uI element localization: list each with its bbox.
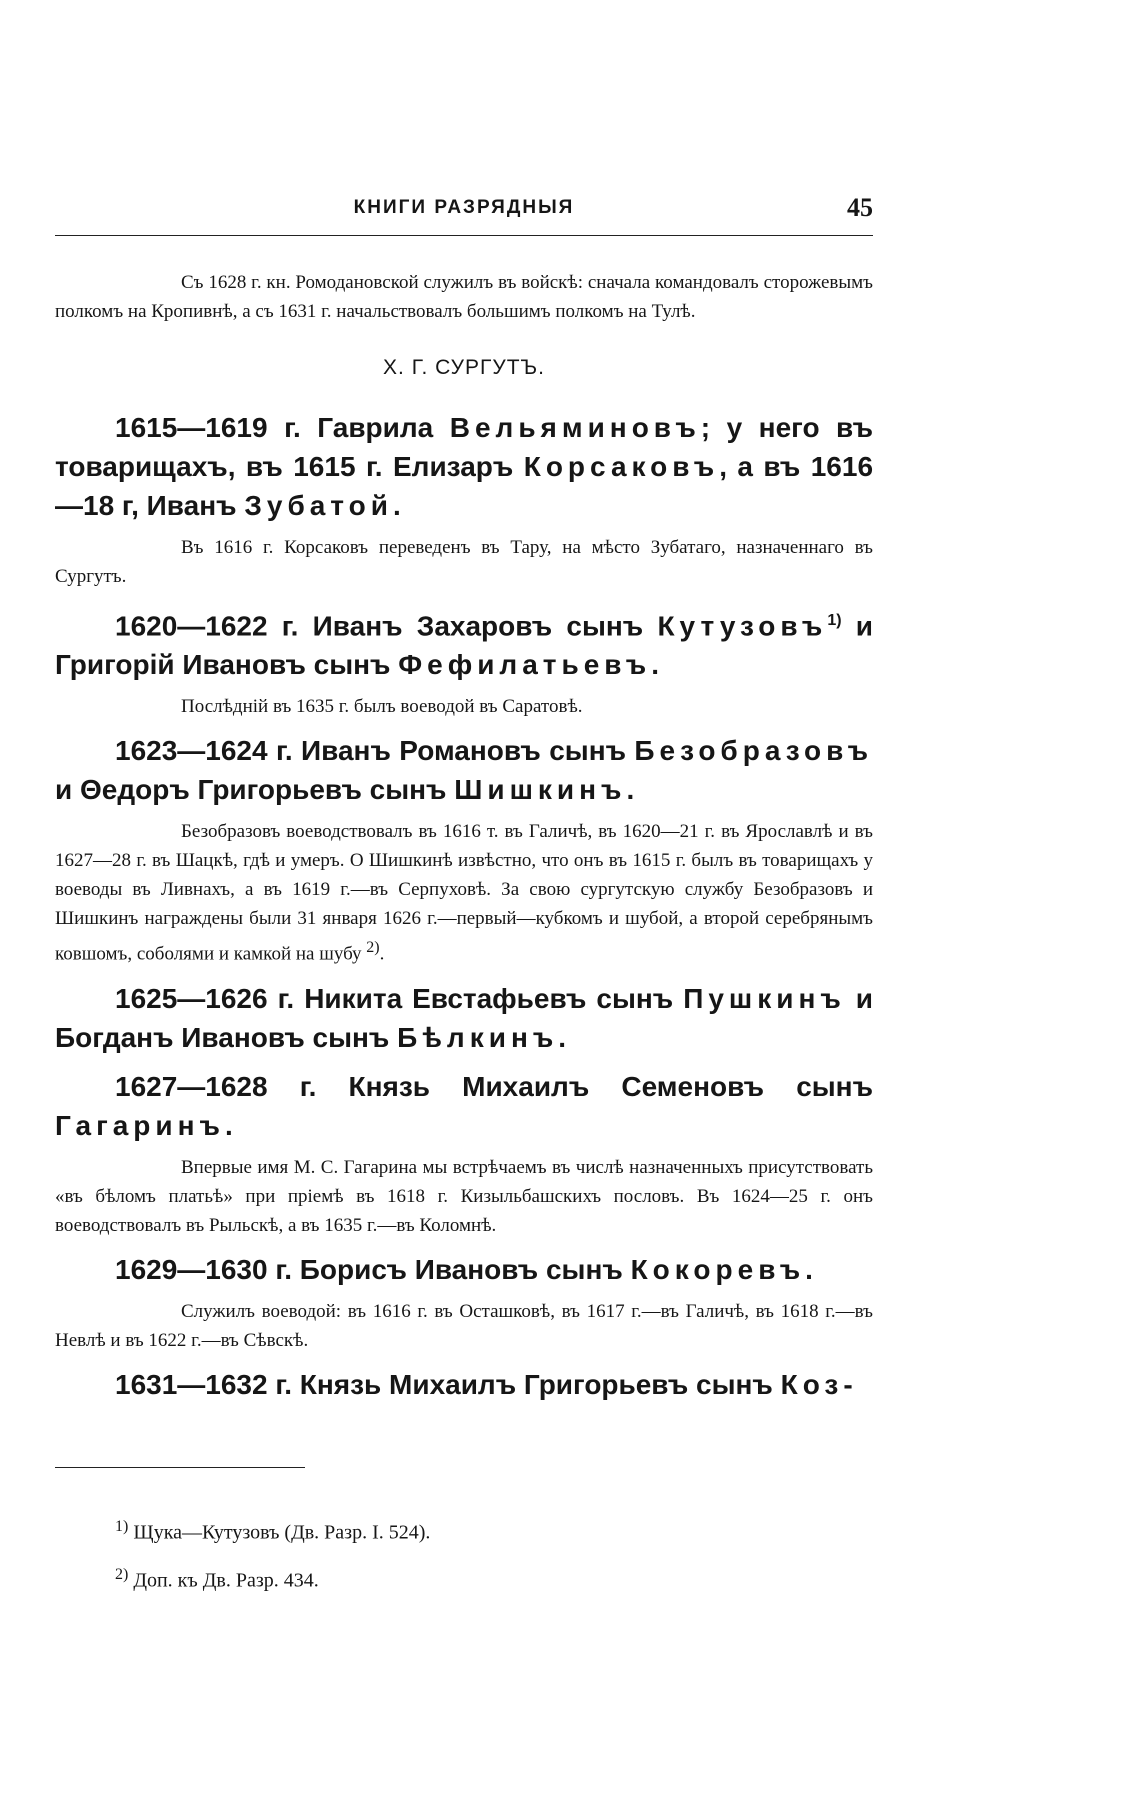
entry-text: 1625—1626 г. Никита Евстафьевъ сынъ — [115, 982, 684, 1014]
entry-text: и Григорій Ивановъ сынъ — [55, 610, 873, 681]
entry-text: ; у него въ товарищахъ, въ 1615 г. Елизаръ — [55, 412, 873, 482]
surname: Вельяминовъ — [449, 412, 701, 443]
page-number: 45 — [847, 193, 873, 222]
surname: Фефилатьевъ — [398, 649, 652, 681]
footnote-mark: 2) — [115, 1565, 129, 1583]
footnote-rule — [55, 1467, 305, 1468]
surname: Безобразовъ — [634, 735, 873, 767]
entry-note: Служилъ воеводой: въ 1616 г. въ Осташковѣ, въ 1617 г.—въ Галичѣ, въ 1618 г.—въ Невлѣ и въ 1622 г.—въ Сѣвскѣ. — [55, 1300, 873, 1351]
entry-1623 — [55, 731, 873, 809]
entry-text: 1629—1630 г. Борисъ Ивановъ сынъ — [115, 1253, 631, 1285]
running-title: КНИГИ РАЗРЯДНЫЯ — [353, 197, 575, 218]
surname: Коз- — [780, 1368, 858, 1400]
entry-text: . — [558, 1021, 567, 1053]
running-header — [55, 193, 873, 231]
section-heading: X. Г. СУРГУТЪ. — [383, 356, 545, 379]
entry-text: 1631—1632 г. Князь Михаилъ Григорьевъ сынъ — [115, 1368, 781, 1400]
entry-text: и Θедоръ Григорьевъ сынъ — [55, 774, 455, 806]
surname: Пушкинъ — [683, 982, 846, 1014]
entry-text: и Богданъ Ивановъ сынъ — [55, 982, 873, 1053]
entry-1627 — [55, 1067, 873, 1145]
note-text: Безобразовъ воеводствовалъ въ 1616 т. въ Галичѣ, въ 1620—21 г. въ Ярославлѣ и въ 1627—28 г. въ Шацкѣ, гдѣ и умеръ. О Шишкинѣ извѣстно, что онъ въ 1615 г. былъ въ товарищахъ у воеводы въ Ливнахъ, а въ 1619 г.—въ Серпуховѣ. За свою сургутскую службу Безобразовъ и Шишкинъ награждены были 31 января 1626 г.—первый—кубкомъ и шубой, а второй серебрянымъ ковшомъ, соболями и камкой на шубу — [55, 821, 873, 965]
surname: Корсаковъ — [523, 451, 720, 482]
entry-text: , а въ 1616—18 г, Иванъ — [55, 451, 874, 521]
header-rule — [55, 235, 873, 236]
entry-1615 — [55, 408, 873, 525]
footnote-text: Щука—Кутузовъ (Дв. Разр. I. 524). — [133, 1521, 431, 1544]
entry-text: . — [392, 490, 401, 521]
surname: Кокоревъ — [630, 1253, 806, 1285]
entry-1625 — [55, 979, 873, 1057]
entry-note: Впервые имя М. С. Гагарина мы встрѣчаемъ въ числѣ назначенныхъ присутствовать «въ бѣломъ платьѣ» при пріемѣ въ 1618 г. Кизыльбашскихъ пословъ. Въ 1624—25 г. онъ воеводствовалъ въ Рыльскѣ, а въ 1635 г.—въ Коломнѣ. — [55, 1156, 873, 1236]
footnote-ref: 2) — [366, 939, 380, 957]
surname: Кутузовъ — [657, 610, 828, 642]
entry-note — [55, 817, 873, 968]
footnote-1 — [115, 1512, 815, 1548]
entry-1620 — [55, 601, 873, 684]
intro-note: Съ 1628 г. кн. Ромодановской служилъ въ войскѣ: сначала командовалъ сторожевымъ полкомъ на Кропивнѣ, а съ 1631 г. начальствовалъ большимъ полкомъ на Тулѣ. — [55, 272, 873, 322]
entry-text: . — [651, 649, 659, 681]
entry-text: . — [805, 1253, 813, 1285]
entry-note: Въ 1616 г. Корсаковъ переведенъ въ Тару, на мѣсто Зубатаго, назначеннаго въ Сургутъ. — [55, 537, 873, 587]
entry-note: Послѣдній въ 1635 г. былъ воеводой въ Саратовѣ. — [181, 696, 583, 718]
entry-text: 1615—1619 г. Гаврила — [115, 412, 450, 443]
entry-1629 — [55, 1250, 873, 1289]
entry-1631 — [55, 1365, 873, 1404]
footnote-2 — [115, 1560, 815, 1596]
footnote-ref: 1) — [827, 612, 842, 629]
entry-text: 1620—1622 г. Иванъ Захаровъ сынъ — [115, 610, 658, 642]
footnotes — [115, 1512, 815, 1607]
entry-text: . — [626, 774, 635, 806]
entry-text: 1627—1628 г. Князь Михаилъ Семеновъ сынъ — [115, 1070, 873, 1102]
entry-text: . — [224, 1109, 233, 1141]
surname: Гагаринъ — [55, 1109, 225, 1141]
surname: Бѣлкинъ — [397, 1021, 559, 1053]
footnote-text: Доп. къ Дв. Разр. 434. — [133, 1569, 319, 1592]
page-body — [55, 268, 873, 1412]
note-end: . — [379, 943, 385, 965]
footnote-mark: 1) — [115, 1518, 129, 1535]
entry-text: 1623—1624 г. Иванъ Романовъ сынъ — [115, 735, 635, 767]
surname: Шишкинъ — [454, 774, 627, 806]
surname: Зубатой — [244, 490, 393, 521]
